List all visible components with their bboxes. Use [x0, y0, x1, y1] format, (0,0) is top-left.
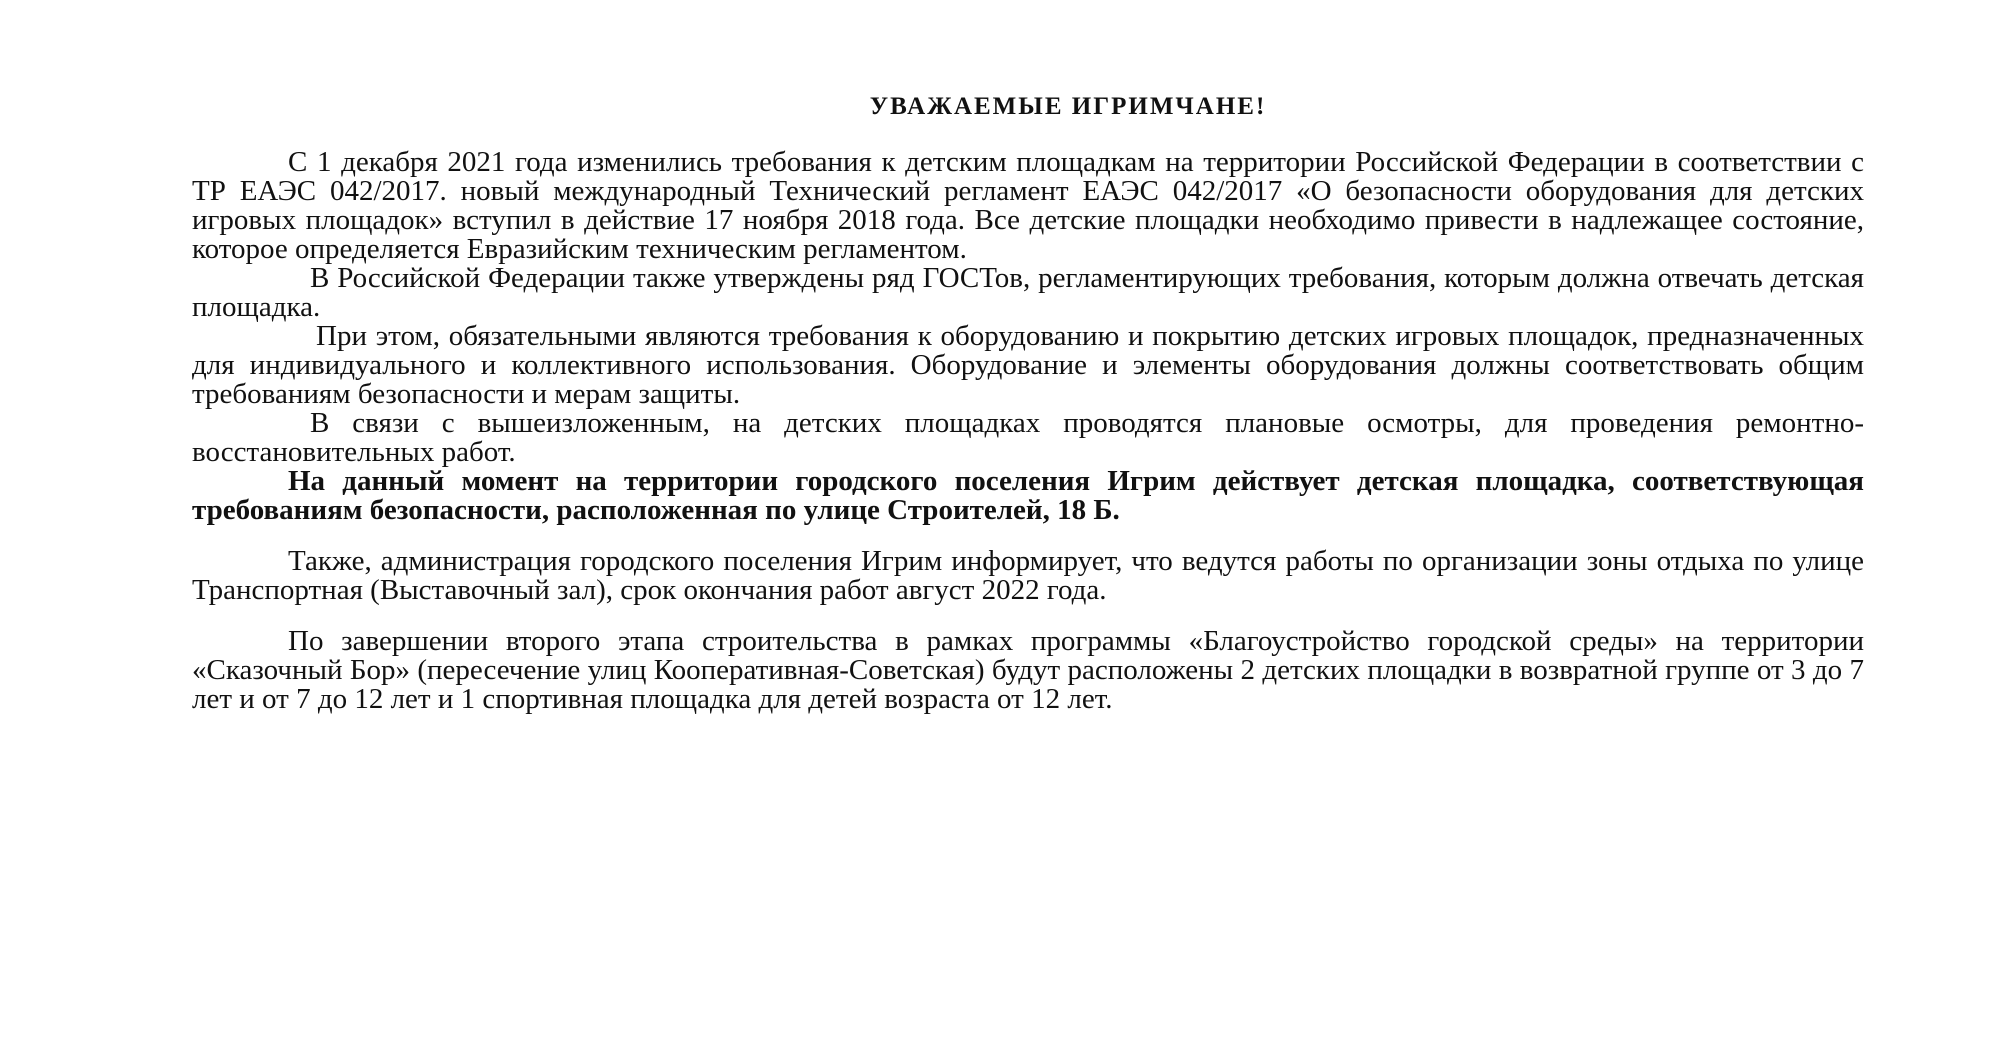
paragraph-scheduled-inspections: В связи с вышеизложенным, на детских площадках проводятся плановые осмотры, для проведения ремонтно-восстановительных работ. [192, 407, 1864, 468]
document-body [192, 90, 1864, 714]
document-title: УВАЖАЕМЫЕ ИГРИМЧАНЕ! [869, 93, 1267, 120]
paragraph-new-requirements: С 1 декабря 2021 года изменились требования к детским площадкам на территории Российской Федерации в соответствии с ТР ЕАЭС 042/2017. новый международный Технический регламент ЕАЭС 042/2017 «О безопасности оборудования для детских игровых площадок» вступил в действие 17 ноября 2018 года. Все детские площадки необходимо привести в надлежащее состояние, которое определяется Евразийским техническим регламентом. [192, 146, 1864, 265]
paragraph-recreation-zone: Также, администрация городского поселения Игрим информирует, что ведутся работы по организации зоны отдыха по улице Транспортная (Выставочный зал), срок окончания работ август 2022 года. [192, 545, 1864, 606]
paragraph-current-playground: На данный момент на территории городского поселения Игрим действует детская площадка, соответствующая требованиям безопасности, расположенная по улице Строителей, 18 Б. [192, 465, 1864, 526]
paragraph-future-playgrounds: По завершении второго этапа строительства в рамках программы «Благоустройство городской среды» на территории «Сказочный Бор» (пересечение улиц Кооперативная-Советская) будут расположены 2 детских площадки в возвратной группе от 3 до 7 лет и от 7 до 12 лет и 1 спортивная площадка для детей возраста от 12 лет. [192, 625, 1864, 715]
paragraph-mandatory-requirements: При этом, обязательными являются требования к оборудованию и покрытию детских игровых площадок, предназначенных для индивидуального и коллективного использования. Оборудование и элементы оборудования должны соответствовать общим требованиям безопасности и мерам защиты. [192, 320, 1864, 410]
paragraph-gost-standards: В Российской Федерации также утверждены ряд ГОСТов, регламентирующих требования, которым должна отвечать детская площадка. [192, 262, 1864, 323]
